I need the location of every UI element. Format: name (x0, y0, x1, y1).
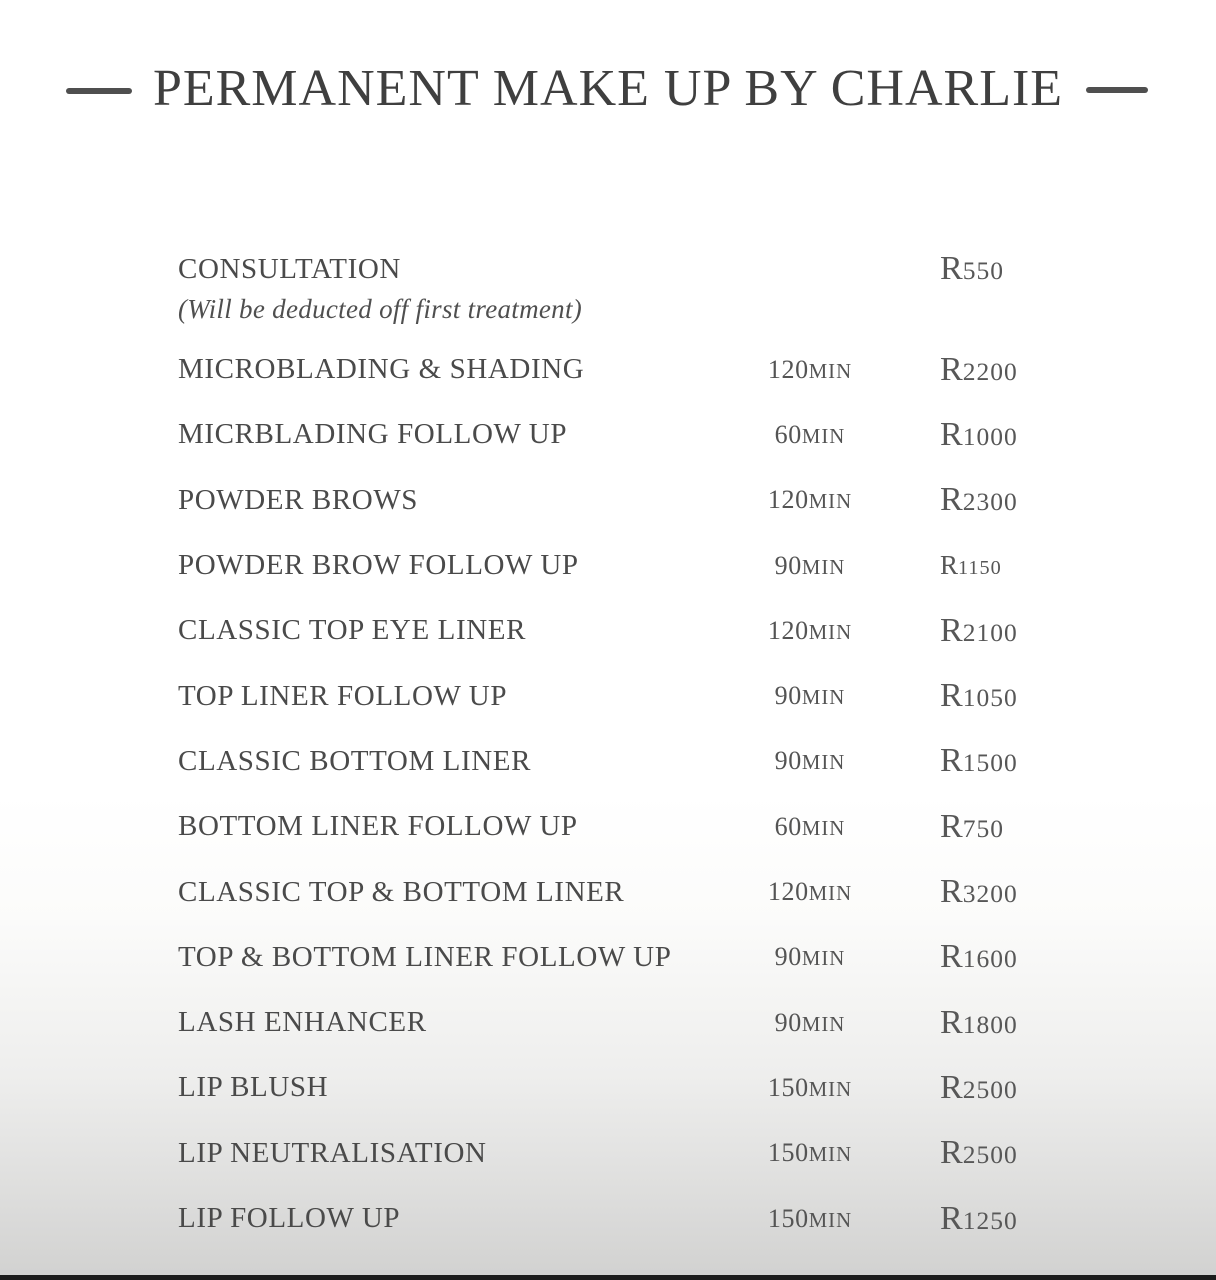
service-price: R1050 (940, 677, 1018, 715)
service-price: R3200 (940, 873, 1018, 911)
service-price: R2100 (940, 611, 1018, 649)
service-duration: 90MIN (774, 1007, 846, 1037)
service-price: R2500 (940, 1134, 1018, 1172)
price-list (178, 337, 1058, 1251)
service-row (178, 663, 1058, 728)
service-duration: 150MIN (767, 1138, 853, 1168)
service-name: LIP FOLLOW UP (178, 1202, 401, 1234)
service-price: R1250 (940, 1199, 1018, 1237)
header (0, 58, 1216, 120)
service-name: LIP NEUTRALISATION (178, 1136, 487, 1169)
service-duration: 60MIN (774, 419, 846, 449)
service-row (178, 859, 1058, 924)
service-name: CLASSIC BOTTOM LINER (178, 744, 532, 777)
service-price: R1000 (940, 415, 1018, 453)
service-duration: 120MIN (767, 615, 853, 645)
service-row (178, 925, 1058, 990)
service-price: R1800 (940, 1003, 1018, 1041)
title-left-dash (66, 88, 132, 94)
title-right-dash (1086, 87, 1148, 93)
service-duration: 120MIN (767, 354, 853, 384)
service-duration: 90MIN (774, 550, 846, 580)
consultation-note: (Will be deducted off first treatment) (178, 294, 583, 324)
service-name: CONSULTATION (178, 252, 401, 285)
service-name: MICROBLADING & SHADING (178, 353, 585, 386)
service-duration: 90MIN (774, 942, 846, 972)
service-price: R2300 (940, 481, 1018, 519)
service-row (178, 1055, 1058, 1120)
consultation-block (178, 250, 1058, 330)
service-row (178, 598, 1058, 663)
service-duration: 150MIN (767, 1203, 853, 1233)
service-row (178, 337, 1058, 402)
service-duration: 90MIN (774, 681, 846, 711)
service-price: R1500 (940, 742, 1018, 780)
service-name: MICRBLADING FOLLOW UP (178, 418, 568, 451)
service-price: R1600 (940, 938, 1018, 976)
bottom-border-bar (0, 1275, 1216, 1280)
service-name: LIP BLUSH (178, 1071, 329, 1104)
service-price: R2200 (940, 350, 1018, 388)
service-name: CLASSIC TOP & BOTTOM LINER (178, 875, 625, 908)
service-duration: 90MIN (774, 746, 846, 776)
service-name: POWDER BROWS (178, 483, 419, 516)
service-row (178, 468, 1058, 533)
service-name: LASH ENHANCER (178, 1006, 427, 1039)
service-name: TOP & BOTTOM LINER FOLLOW UP (178, 940, 672, 973)
service-duration: 150MIN (767, 1072, 853, 1102)
service-price: R2500 (940, 1068, 1018, 1106)
service-row (178, 794, 1058, 859)
service-row (178, 402, 1058, 467)
service-name: CLASSIC TOP EYE LINER (178, 614, 527, 647)
service-price: R550 (940, 250, 1004, 287)
service-duration: 120MIN (767, 485, 853, 515)
service-row (178, 990, 1058, 1055)
service-name: BOTTOM LINER FOLLOW UP (178, 810, 578, 843)
page-title: PERMANENT MAKE UP BY CHARLIE (152, 60, 1064, 117)
service-name: TOP LINER FOLLOW UP (178, 679, 508, 712)
service-row (178, 533, 1058, 598)
service-duration: 60MIN (774, 811, 846, 841)
service-name: POWDER BROW FOLLOW UP (178, 549, 579, 582)
service-price: R1150 (940, 550, 1002, 581)
service-row (178, 1186, 1058, 1251)
service-price: R750 (940, 807, 1004, 845)
service-duration: 120MIN (767, 877, 853, 907)
service-row (178, 729, 1058, 794)
service-row (178, 1121, 1058, 1186)
